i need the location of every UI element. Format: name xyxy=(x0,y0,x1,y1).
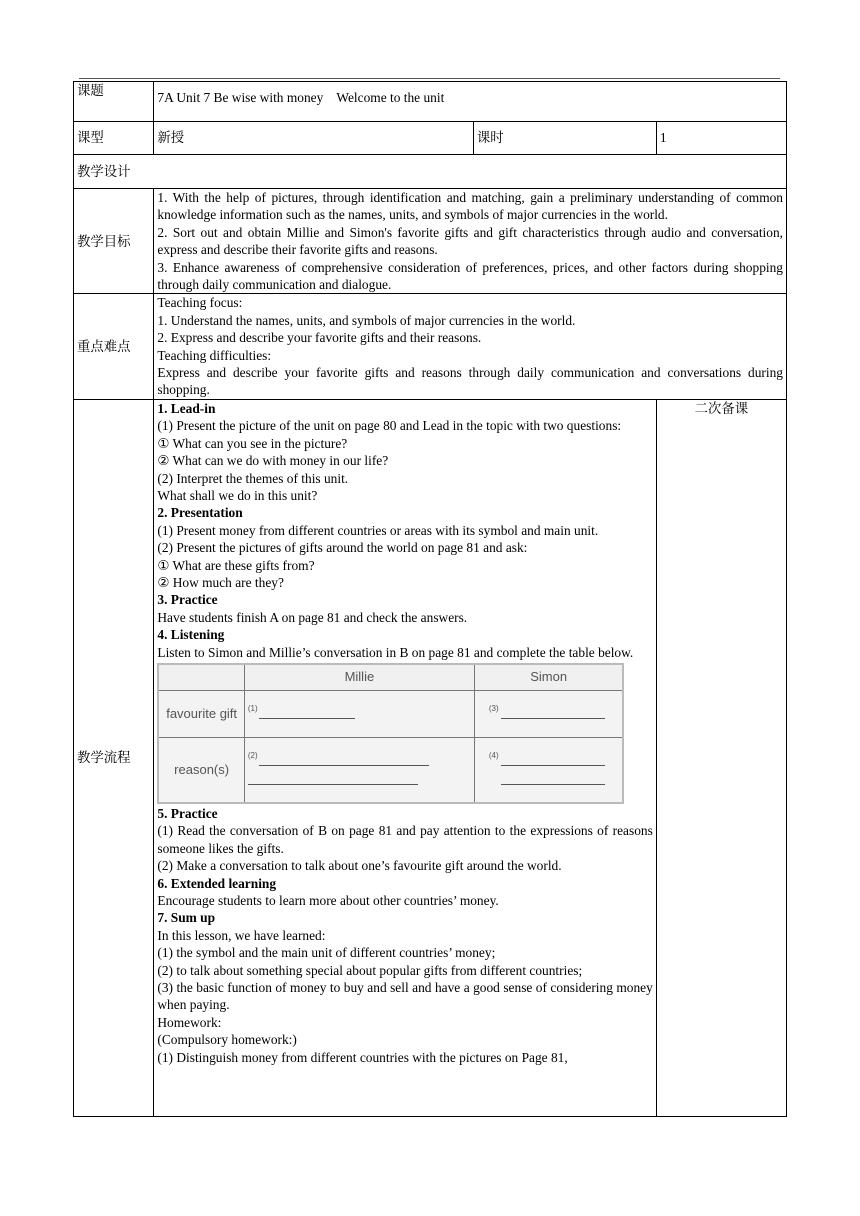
col-header-simon: Simon xyxy=(474,664,623,691)
section-heading: 3. Practice xyxy=(157,592,218,608)
period-value: 1 xyxy=(656,122,786,155)
process-line: (1) Present money from different countries or areas with its symbol and main unit. xyxy=(157,522,599,538)
row-label-favourite-gift: favourite gift xyxy=(158,690,244,737)
process-line: ① What are these gifts from? xyxy=(157,557,315,573)
col-header-millie: Millie xyxy=(244,664,474,691)
process-row xyxy=(74,399,787,1116)
focus-line: Teaching difficulties: xyxy=(157,347,272,363)
process-line: ① What can you see in the picture? xyxy=(157,435,348,451)
section-heading: 1. Lead-in xyxy=(157,400,216,416)
blank-cell-1 xyxy=(244,690,474,737)
section-heading: 6. Extended learning xyxy=(157,875,277,891)
process-line: (1) the symbol and the main unit of different countries’ money; xyxy=(157,945,496,961)
blank-cell-3 xyxy=(474,690,623,737)
topic-value: 7A Unit 7 Be wise with money Welcome to the unit xyxy=(154,82,787,122)
focus-row xyxy=(74,294,787,399)
topic-row xyxy=(74,82,787,122)
type-row xyxy=(74,122,787,155)
process-line: ② How much are they? xyxy=(157,574,284,590)
objective-item: 1. With the help of pictures, through identification and matching, gain a preliminary understanding of common knowledge information such as the names, units, and symbols of major currencies in the world. xyxy=(157,190,783,223)
focus-line: 2. Express and describe your favorite gifts and their reasons. xyxy=(157,330,482,346)
design-row xyxy=(74,155,787,189)
lesson-plan-table xyxy=(73,81,787,1117)
design-label: 教学设计 xyxy=(74,155,787,189)
answer-line xyxy=(501,784,605,785)
process-line: (2) Interpret the themes of this unit. xyxy=(157,470,349,486)
focus-label: 重点难点 xyxy=(74,294,154,399)
answer-line xyxy=(501,718,605,719)
process-line: Listen to Simon and Millie’s conversation in B on page 81 and complete the table below. xyxy=(157,644,634,660)
process-content xyxy=(154,399,656,1116)
process-line: (2) to talk about something special about popular gifts from different countries; xyxy=(157,962,583,978)
objectives-label: 教学目标 xyxy=(74,189,154,294)
listening-table xyxy=(157,663,624,804)
objectives-content xyxy=(154,189,787,294)
answer-line xyxy=(501,765,605,766)
corner-cell xyxy=(158,664,244,691)
process-line: (2) Make a conversation to talk about one’s favourite gift around the world. xyxy=(157,858,562,874)
row-label-reasons: reason(s) xyxy=(158,737,244,803)
focus-line: Express and describe your favorite gifts and reasons through daily communication and conversations during shopping. xyxy=(157,365,783,398)
section-heading: 4. Listening xyxy=(157,627,225,643)
process-line: (1) Distinguish money from different countries with the pictures on Page 81, xyxy=(157,1049,568,1065)
process-line: (Compulsory homework:) xyxy=(157,1032,297,1048)
process-line: Encourage students to learn more about other countries’ money. xyxy=(157,893,499,908)
answer-line xyxy=(259,765,429,766)
listening-table-image xyxy=(157,663,622,803)
process-line: (2) Present the pictures of gifts around the world on page 81 and ask: xyxy=(157,540,528,556)
process-line: (1) Present the picture of the unit on page 80 and Lead in the topic with two questions: xyxy=(157,418,622,434)
blank-cell-2 xyxy=(244,737,474,803)
period-label: 课时 xyxy=(473,122,656,155)
second-prep-label: 二次备课 xyxy=(656,399,786,1116)
process-label: 教学流程 xyxy=(74,399,154,1116)
answer-line xyxy=(259,718,355,719)
objectives-row xyxy=(74,189,787,294)
objective-item: 3. Enhance awareness of comprehensive consideration of preferences, prices, and other factors during shopping through daily communication and dialogue. xyxy=(157,259,783,293)
type-label: 课型 xyxy=(74,122,154,155)
process-line: Homework: xyxy=(157,1014,222,1030)
process-line: What shall we do in this unit? xyxy=(157,487,318,503)
topic-label: 课题 xyxy=(74,82,154,122)
blank-cell-4 xyxy=(474,737,623,803)
process-line: ② What can we do with money in our life? xyxy=(157,453,389,469)
process-line: (3) the basic function of money to buy and sell and have a good sense of considering money when paying. xyxy=(157,980,653,1013)
objective-item: 2. Sort out and obtain Millie and Simon's favorite gifts and gift characteristics through audio and conversation, express and describe their favorite gifts and reasons. xyxy=(157,224,783,258)
focus-line: Teaching focus: xyxy=(157,295,243,311)
process-line: In this lesson, we have learned: xyxy=(157,927,326,943)
blank-number: (4) xyxy=(488,750,499,760)
focus-content xyxy=(154,294,787,399)
process-line: Have students finish A on page 81 and check the answers. xyxy=(157,609,468,625)
blank-number: (3) xyxy=(488,703,499,713)
section-heading: 7. Sum up xyxy=(157,910,216,926)
header-rule xyxy=(79,78,780,79)
section-heading: 5. Practice xyxy=(157,805,218,821)
blank-number: (2) xyxy=(247,750,258,760)
blank-number: (1) xyxy=(247,703,258,713)
process-line: (1) Read the conversation of B on page 81 and pay attention to the expressions of reasons someone likes the gifts. xyxy=(157,823,653,856)
answer-line xyxy=(248,784,418,785)
type-value: 新授 xyxy=(154,122,473,155)
section-heading: 2. Presentation xyxy=(157,505,243,521)
focus-line: 1. Understand the names, units, and symbols of major currencies in the world. xyxy=(157,312,576,328)
